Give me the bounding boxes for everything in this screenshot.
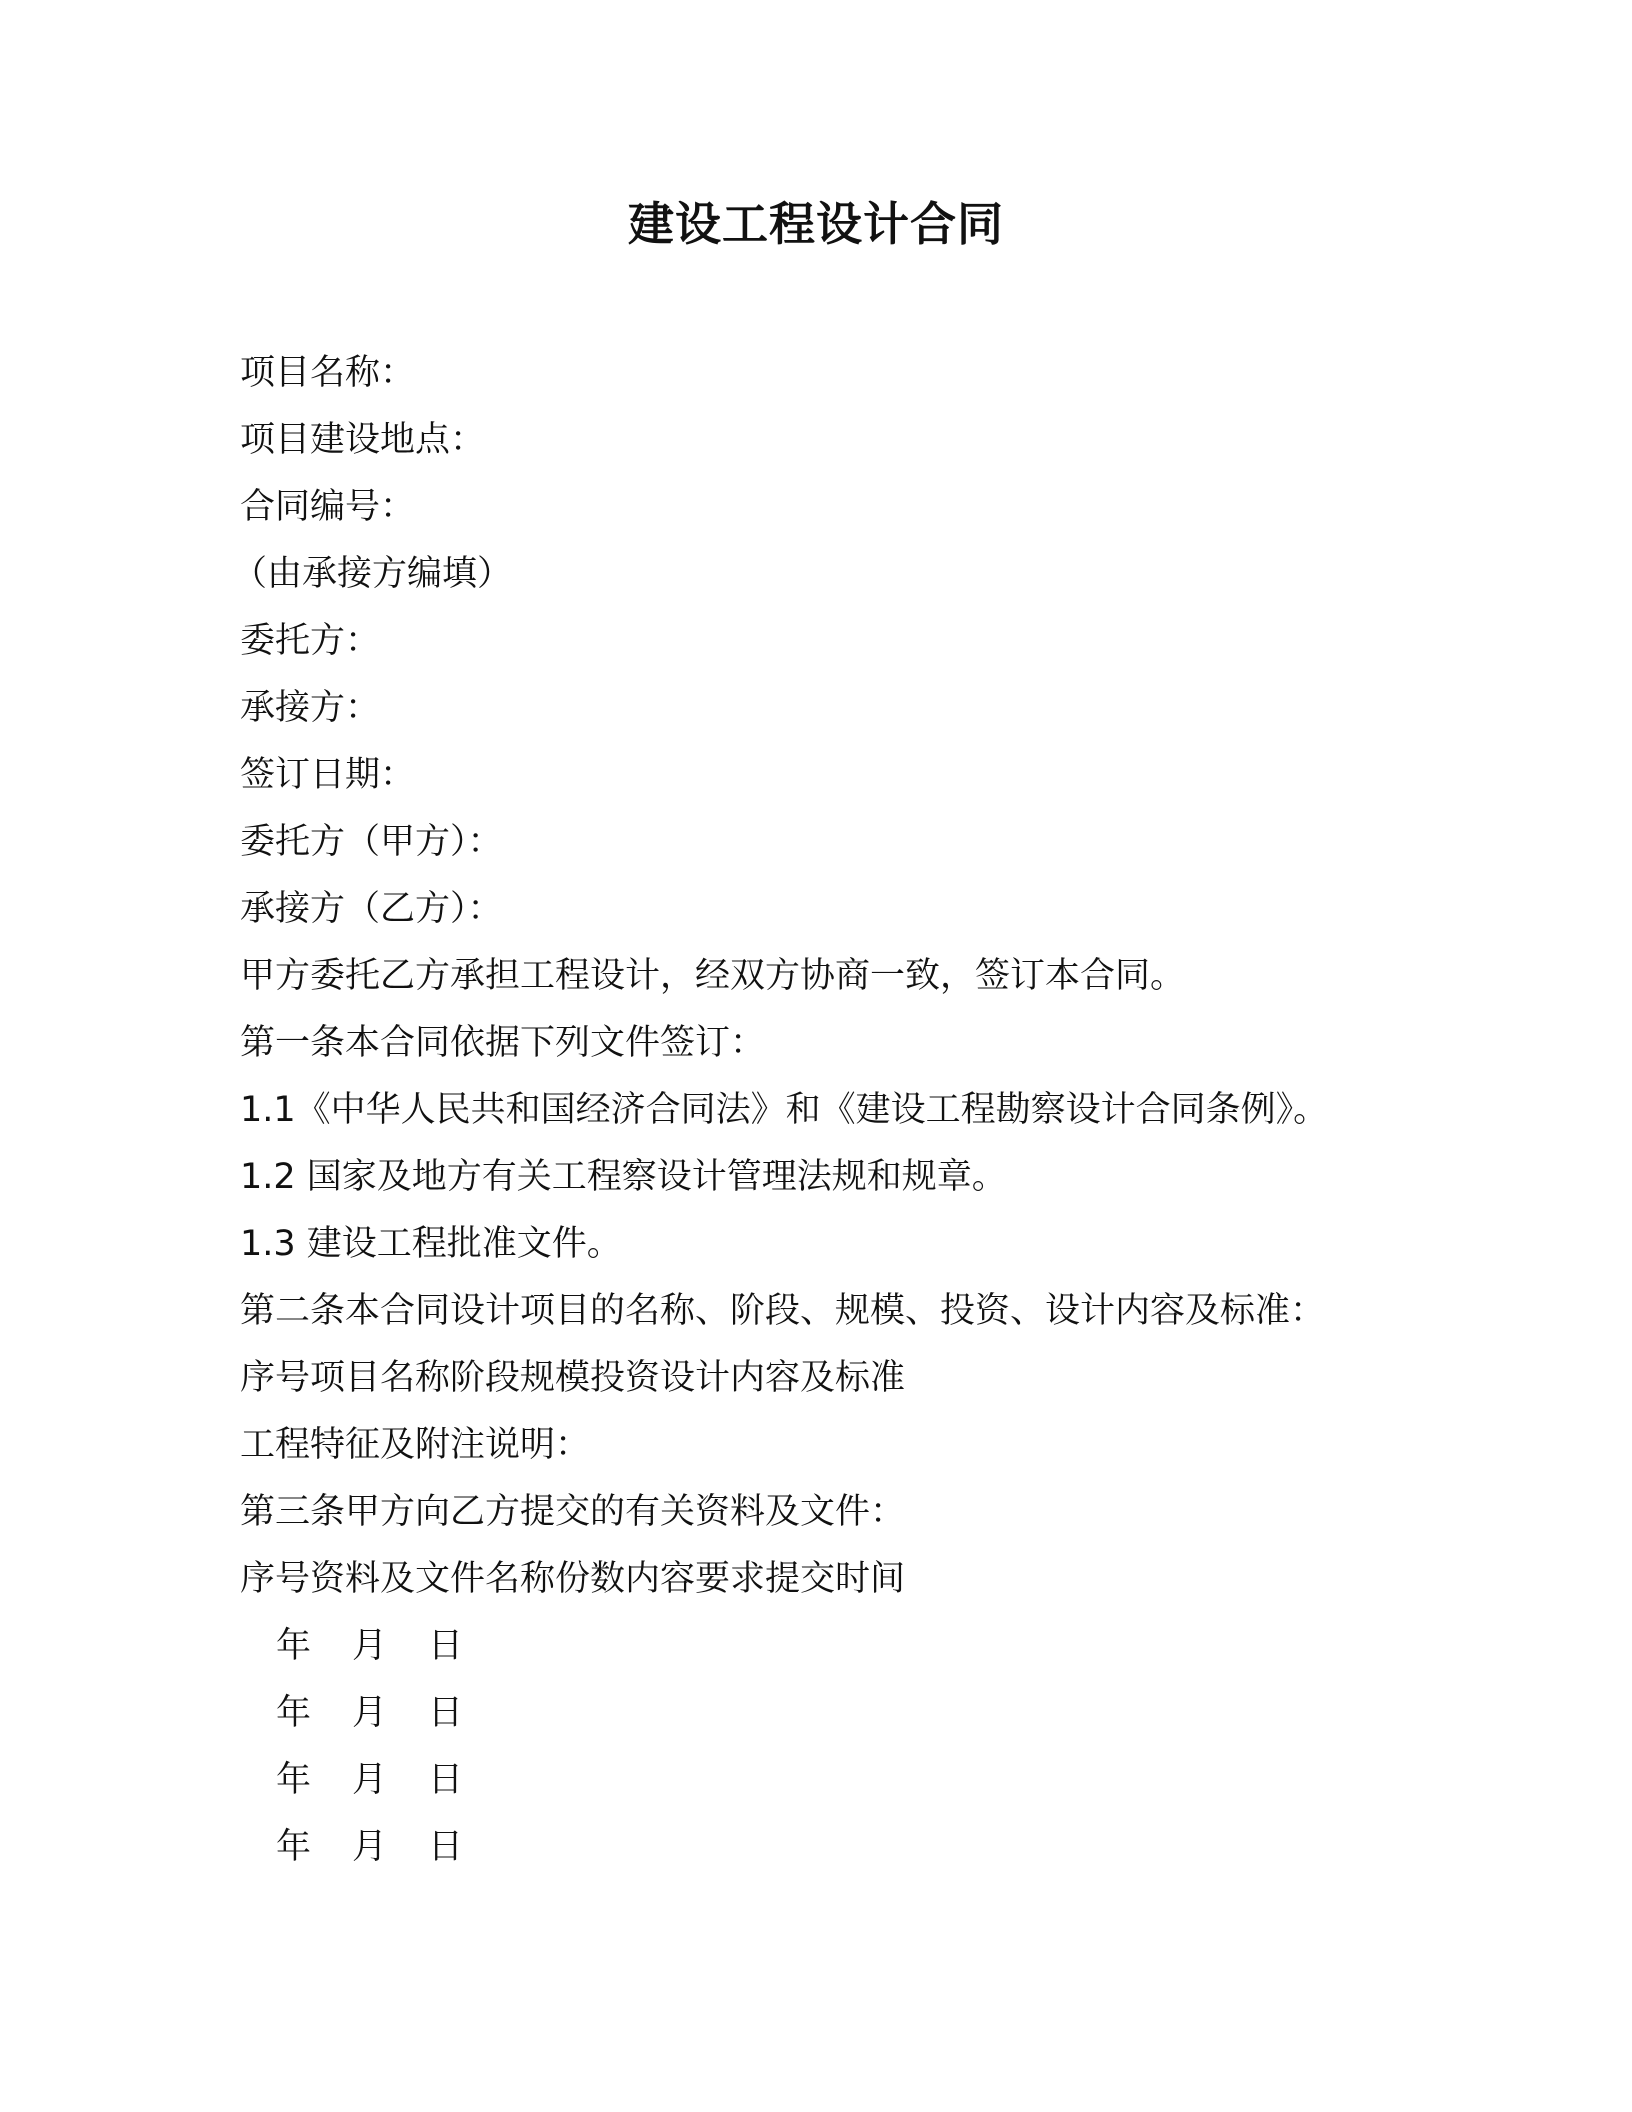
clause-1-3: 1.3 建设工程批准文件。 — [240, 1224, 622, 1264]
field-project-location: 项目建设地点： — [240, 420, 486, 460]
article-3-table-header: 序号资料及文件名称份数内容要求提交时间 — [240, 1559, 906, 1599]
field-party-b: 承接方（乙方）： — [240, 889, 503, 929]
date-month: 月 — [352, 1626, 388, 1666]
engineering-notes-label: 工程特征及附注说明： — [240, 1425, 591, 1465]
article-3-heading: 第三条甲方向乙方提交的有关资料及文件： — [240, 1492, 906, 1532]
preamble-paragraph: 甲方委托乙方承担工程设计，经双方协商一致，签订本合同。 — [240, 956, 1186, 996]
date-row — [240, 1747, 1420, 1814]
date-month: 月 — [352, 1827, 388, 1867]
date-row — [240, 1814, 1420, 1881]
date-month: 月 — [352, 1693, 388, 1733]
date-year: 年 — [276, 1626, 312, 1666]
date-day: 日 — [428, 1760, 464, 1800]
date-year: 年 — [276, 1827, 312, 1867]
date-day: 日 — [428, 1626, 464, 1666]
date-month: 月 — [352, 1760, 388, 1800]
document-title: 建设工程设计合同 — [628, 197, 1004, 251]
date-row — [240, 1680, 1420, 1747]
article-1-heading: 第一条本合同依据下列文件签订： — [240, 1023, 766, 1063]
contract-number-note: （由承接方编填） — [232, 554, 513, 594]
date-day: 日 — [428, 1693, 464, 1733]
article-2-table-header: 序号项目名称阶段规模投资设计内容及标准 — [240, 1358, 906, 1398]
date-row — [240, 1613, 1420, 1680]
article-2-heading: 第二条本合同设计项目的名称、阶段、规模、投资、设计内容及标准： — [240, 1291, 1326, 1331]
field-party-a: 委托方（甲方）： — [240, 822, 503, 862]
field-contract-number: 合同编号： — [240, 487, 416, 527]
clause-1-2: 1.2 国家及地方有关工程察设计管理法规和规章。 — [240, 1157, 1007, 1197]
date-year: 年 — [276, 1693, 312, 1733]
field-project-name: 项目名称： — [240, 353, 416, 393]
date-year: 年 — [276, 1760, 312, 1800]
field-contractor: 承接方： — [240, 688, 381, 728]
date-day: 日 — [428, 1827, 464, 1867]
field-client: 委托方： — [240, 621, 381, 661]
clause-1-1: 1.1《中华人民共和国经济合同法》和《建设工程勘察设计合同条例》。 — [240, 1090, 1329, 1130]
document-body — [232, 340, 1420, 1881]
field-signing-date: 签订日期： — [240, 755, 416, 795]
